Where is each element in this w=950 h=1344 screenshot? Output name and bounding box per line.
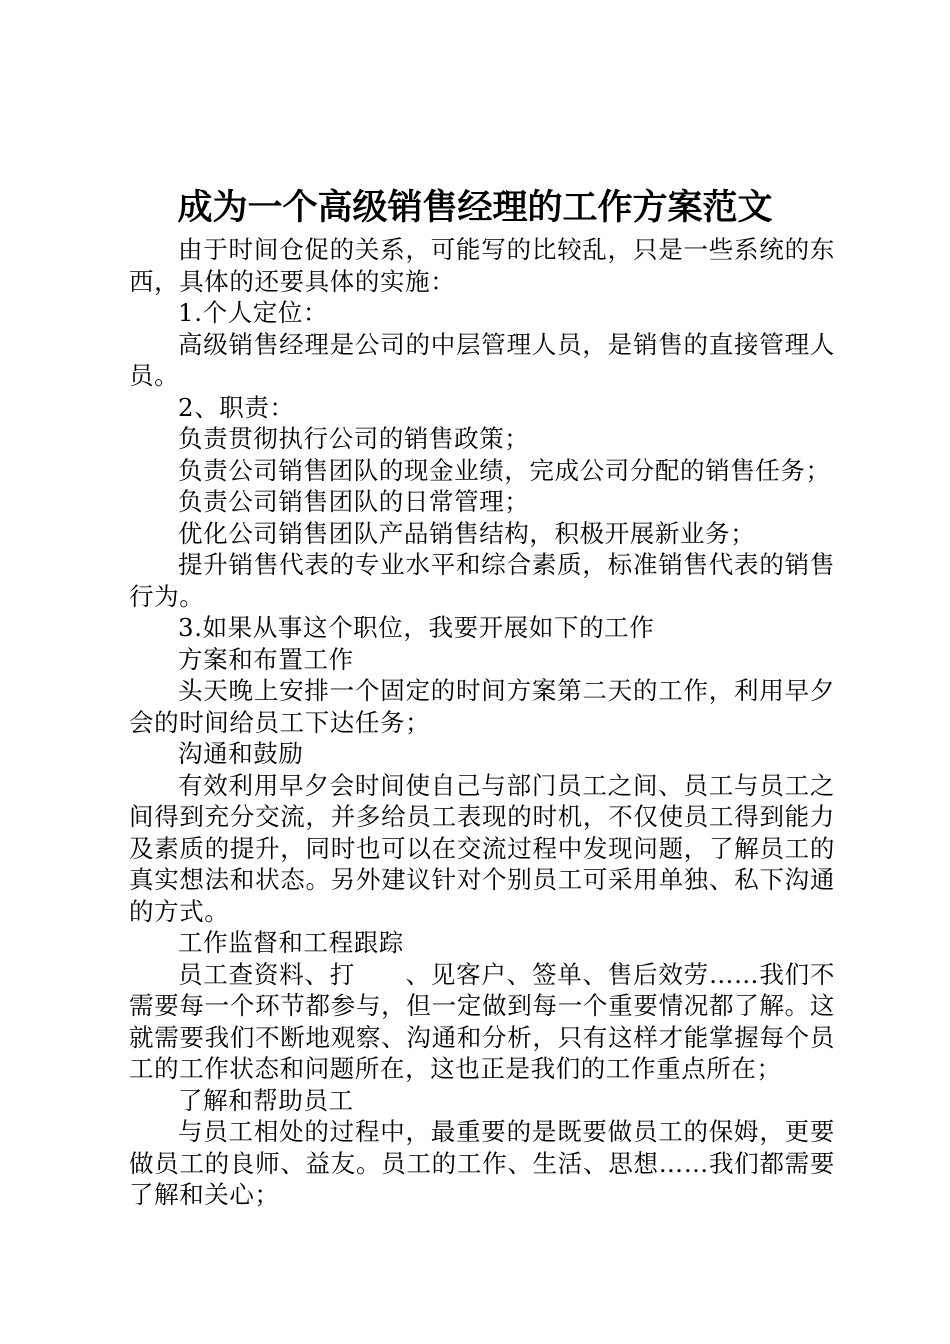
paragraph-communication: 有效利用早夕会时间使自己与部门员工之间、员工与员工之间得到充分交流，并多给员工表现的时机，不仅使员工得到能力及素质的提升，同时也可以在交流过程中发现问题，了解员工的真实想法和状态。另外建议针对个别员工可采用单独、私下沟通的方式。 — [129, 770, 835, 926]
paragraph-duty-4: 优化公司销售团队产品销售结构，积极开展新业务； — [178, 518, 756, 548]
paragraph-subheading-plan: 方案和布置工作 — [178, 644, 354, 674]
paragraph-intro: 由于时间仓促的关系，可能写的比较乱，只是一些系统的东西，具体的还要具体的实施： — [129, 235, 835, 296]
paragraph-subheading-supervision: 工作监督和工程跟踪 — [178, 928, 404, 957]
paragraph-duty-5: 提升销售代表的专业水平和综合素质，标准销售代表的销售行为。 — [129, 550, 835, 611]
paragraph-heading-duties: 2、职责： — [178, 392, 295, 422]
document-title: 成为一个高级销售经理的工作方案范文 — [177, 187, 773, 228]
paragraph-subheading-help: 了解和帮助员工 — [178, 1085, 354, 1115]
paragraph-heading-work: 3.如果从事这个职位，我要开展如下的工作 — [178, 613, 655, 642]
paragraph-duty-1: 负责贯彻执行公司的销售政策； — [178, 424, 530, 453]
paragraph-positioning: 高级销售经理是公司的中层管理人员，是销售的直接管理人员。 — [129, 329, 835, 390]
paragraph-help: 与员工相处的过程中，最重要的是既要做员工的保姆，更要做员工的良师、益友。员工的工作、生活、思想……我们都需要了解和关心； — [129, 1117, 836, 1209]
paragraph-subheading-communication: 沟通和鼓励 — [178, 739, 304, 768]
paragraph-duty-2: 负责公司销售团队的现金业绩，完成公司分配的销售任务； — [178, 455, 831, 485]
paragraph-duty-3: 负责公司销售团队的日常管理； — [178, 487, 530, 516]
paragraph-supervision: 员工查资料、打 、见客户、签单、售后效劳……我们不需要每一个环节都参与，但一定做到每一个重要情况都了解。这就需要我们不断地观察、沟通和分析，只有这样才能掌握每个员工的工作状态和问题所在，这也正是我们的工作重点所在； — [129, 959, 835, 1083]
document-body — [129, 234, 835, 1211]
paragraph-plan: 头天晚上安排一个固定的时间方案第二天的工作，利用早夕会的时间给员工下达任务； — [129, 676, 835, 737]
paragraph-heading-positioning: 1.个人定位： — [178, 298, 329, 327]
